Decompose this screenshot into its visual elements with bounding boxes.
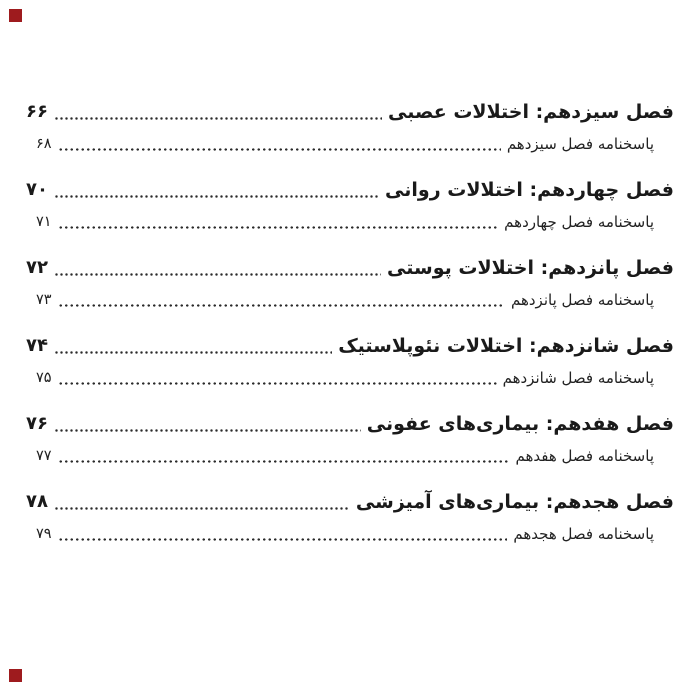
toc-entry-title: فصل شانزدهم: اختلالات نئوپلاستیک — [338, 335, 674, 357]
dot-leader — [54, 351, 332, 354]
toc-group-chapter-14 — [26, 176, 674, 234]
dot-leader — [58, 538, 508, 541]
toc-entry-page-number: ۷۶ — [26, 413, 48, 434]
toc-entry-title: فصل هفدهم: بیماری‌های عفونی — [366, 413, 674, 435]
toc-entry-page-number: ۶۶ — [26, 101, 48, 122]
toc-entry-answers-14 — [26, 210, 674, 234]
toc-entry-answers-17 — [26, 444, 674, 468]
corner-marker-bottom-left-icon — [9, 669, 22, 682]
toc-entry-page-number: ۷۰ — [26, 179, 48, 200]
toc-entry-answers-18 — [26, 522, 674, 546]
toc-group-chapter-15 — [26, 254, 674, 312]
toc-entry-chapter-18 — [26, 488, 674, 516]
toc-entry-chapter-16 — [26, 332, 674, 360]
toc-entry-title: فصل سیزدهم: اختلالات عصبی — [388, 101, 674, 123]
dot-leader — [54, 195, 379, 198]
toc-group-chapter-18 — [26, 488, 674, 546]
toc-entry-page-number: ۷۳ — [36, 292, 52, 308]
toc-entry-title: پاسخنامه فصل چهاردهم — [504, 213, 654, 231]
toc-entry-page-number: ۷۴ — [26, 335, 48, 356]
dot-leader — [58, 382, 497, 385]
toc-entry-page-number: ۷۱ — [36, 214, 52, 230]
toc-entry-page-number: ۷۵ — [36, 370, 52, 386]
table-of-contents — [0, 98, 700, 566]
dot-leader — [58, 226, 499, 229]
toc-entry-chapter-13 — [26, 98, 674, 126]
toc-entry-chapter-17 — [26, 410, 674, 438]
toc-entry-title: فصل هجدهم: بیماری‌های آمیزشی — [355, 491, 674, 513]
toc-entry-page-number: ۷۹ — [36, 526, 52, 542]
dot-leader — [54, 429, 361, 432]
toc-entry-chapter-15 — [26, 254, 674, 282]
toc-entry-page-number: ۷۸ — [26, 491, 48, 512]
toc-entry-chapter-14 — [26, 176, 674, 204]
toc-entry-page-number: ۶۸ — [36, 136, 52, 152]
toc-group-chapter-13 — [26, 98, 674, 156]
toc-group-chapter-17 — [26, 410, 674, 468]
dot-leader — [54, 117, 382, 120]
toc-entry-title: فصل پانزدهم: اختلالات پوستی — [387, 257, 674, 279]
dot-leader — [58, 148, 501, 151]
dot-leader — [54, 507, 350, 510]
dot-leader — [58, 460, 510, 463]
toc-entry-title: پاسخنامه فصل هجدهم — [513, 525, 654, 543]
toc-entry-page-number: ۷۲ — [26, 257, 48, 278]
toc-entry-title: پاسخنامه فصل شانزدهم — [502, 369, 654, 387]
toc-entry-title: پاسخنامه فصل پانزدهم — [510, 291, 654, 309]
toc-entry-title: فصل چهاردهم: اختلالات روانی — [385, 179, 674, 201]
toc-group-chapter-16 — [26, 332, 674, 390]
toc-entry-answers-16 — [26, 366, 674, 390]
corner-marker-top-left-icon — [9, 9, 22, 22]
dot-leader — [54, 273, 381, 276]
toc-entry-answers-13 — [26, 132, 674, 156]
toc-entry-answers-15 — [26, 288, 674, 312]
toc-entry-title: پاسخنامه فصل سیزدهم — [506, 135, 654, 153]
toc-entry-page-number: ۷۷ — [36, 448, 52, 464]
dot-leader — [58, 304, 505, 307]
toc-entry-title: پاسخنامه فصل هفدهم — [515, 447, 654, 465]
